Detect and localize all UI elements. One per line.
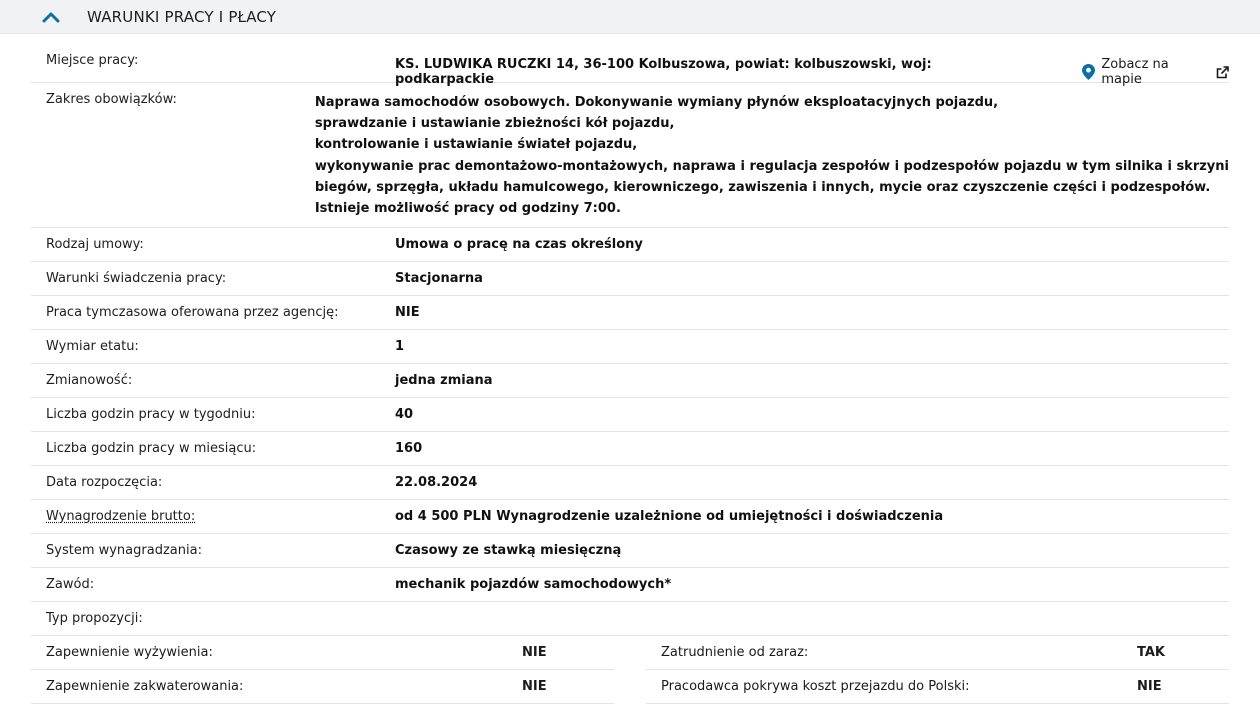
- fte-label: Wymiar etatu:: [46, 338, 139, 354]
- contract-type-value: Umowa o pracę na czas określony: [395, 236, 643, 252]
- row-shifts: [31, 364, 1229, 398]
- gross-salary-label[interactable]: Wynagrodzenie brutto:: [46, 508, 196, 524]
- details-table: [31, 34, 1229, 636]
- row-monthly-hours: [31, 432, 1229, 466]
- duties-line: kontrolowanie i ustawianie świateł pojazdu,: [314, 137, 638, 153]
- map-pin-icon: [1082, 64, 1095, 80]
- row-start-date: [31, 466, 1229, 500]
- row-meals: [31, 636, 614, 670]
- weekly-hours-value: 40: [395, 406, 414, 422]
- meals-value: NIE: [522, 645, 547, 660]
- duties-line: sprawdzanie i ustawianie zbieżności kół pojazdu,: [314, 116, 675, 132]
- place-label: Miejsce pracy:: [46, 53, 139, 68]
- temp-agency-label: Praca tymczasowa oferowana przez agencję:: [46, 304, 339, 320]
- row-travel-cost: [646, 670, 1229, 704]
- benefits-grid: [31, 636, 1229, 704]
- duties-line: biegów, sprzęgła, układu hamulcowego, kierowniczego, zawiszenia i innych, mycie oraz czyszczenie części i podzespołów.: [314, 179, 1211, 195]
- temp-agency-value: NIE: [395, 304, 420, 320]
- fte-value: 1: [395, 338, 405, 354]
- work-conditions-value: Stacjonarna: [395, 270, 483, 286]
- pay-system-value: Czasowy ze stawką miesięczną: [395, 542, 622, 558]
- offer-type-label: Typ propozycji:: [46, 610, 143, 626]
- row-pay-system: [31, 534, 1229, 568]
- row-work-conditions: [31, 262, 1229, 296]
- row-place: [31, 34, 1229, 87]
- start-date-label: Data rozpoczęcia:: [46, 474, 163, 490]
- accommodation-label: Zapewnienie zakwaterowania:: [46, 679, 244, 694]
- duties-line: Naprawa samochodów osobowych. Dokonywanie wymiany płynów eksploatacyjnych pojazdu,: [314, 95, 999, 110]
- benefits-right-column: [646, 636, 1229, 704]
- chevron-up-icon[interactable]: [41, 10, 61, 24]
- section-header[interactable]: [0, 0, 1260, 34]
- meals-label: Zapewnienie wyżywienia:: [46, 645, 213, 660]
- immediate-hire-value: TAK: [1137, 645, 1165, 660]
- row-contract-type: [31, 228, 1229, 262]
- row-gross-salary: [31, 500, 1229, 534]
- duties-label: Zakres obowiązków:: [46, 92, 177, 107]
- section-title: WARUNKI PRACY I PŁACY: [87, 7, 277, 26]
- row-immediate-hire: [646, 636, 1229, 670]
- shifts-value: jedna zmiana: [395, 372, 493, 388]
- row-weekly-hours: [31, 398, 1229, 432]
- row-fte: [31, 330, 1229, 364]
- duties-value: [315, 83, 1229, 219]
- map-link-label[interactable]: Zobacz na mapie: [1101, 57, 1169, 87]
- shifts-label: Zmianowość:: [46, 372, 133, 388]
- duties-line: wykonywanie prac demontażowo-montażowych, naprawa i regulacja zespołów i podzespołów pojazdu w tym silnika i skrzyni: [314, 158, 1229, 174]
- travel-cost-value: NIE: [1137, 679, 1162, 694]
- start-date-value: 22.08.2024: [395, 474, 478, 490]
- duties-line: Istnieje możliwość pracy od godziny 7:00.: [314, 201, 621, 217]
- accommodation-value: NIE: [522, 679, 547, 694]
- benefits-left-column: [31, 636, 614, 704]
- row-duties: [31, 83, 1229, 228]
- monthly-hours-value: 160: [395, 440, 423, 456]
- row-profession: [31, 568, 1229, 602]
- weekly-hours-label: Liczba godzin pracy w tygodniu:: [46, 406, 256, 422]
- gross-salary-value: od 4 500 PLN Wynagrodzenie uzależnione od umiejętności i doświadczenia: [395, 508, 944, 524]
- monthly-hours-label: Liczba godzin pracy w miesiącu:: [46, 440, 257, 456]
- profession-value: mechanik pojazdów samochodowych*: [395, 576, 672, 592]
- row-accommodation: [31, 670, 614, 704]
- work-conditions-label: Warunki świadczenia pracy:: [46, 270, 227, 286]
- contract-type-label: Rodzaj umowy:: [46, 236, 144, 252]
- external-link-icon: [1216, 66, 1229, 79]
- profession-label: Zawód:: [46, 576, 95, 592]
- travel-cost-label: Pracodawca pokrywa koszt przejazdu do Polski:: [661, 679, 970, 694]
- immediate-hire-label: Zatrudnienie od zaraz:: [661, 645, 809, 660]
- pay-system-label: System wynagradzania:: [46, 542, 202, 558]
- row-offer-type: [31, 602, 1229, 636]
- place-value: KS. LUDWIKA RUCZKI 14, 36-100 Kolbuszowa, powiat: kolbuszowski, woj: podkarpackie: [395, 57, 932, 87]
- row-temp-agency: [31, 296, 1229, 330]
